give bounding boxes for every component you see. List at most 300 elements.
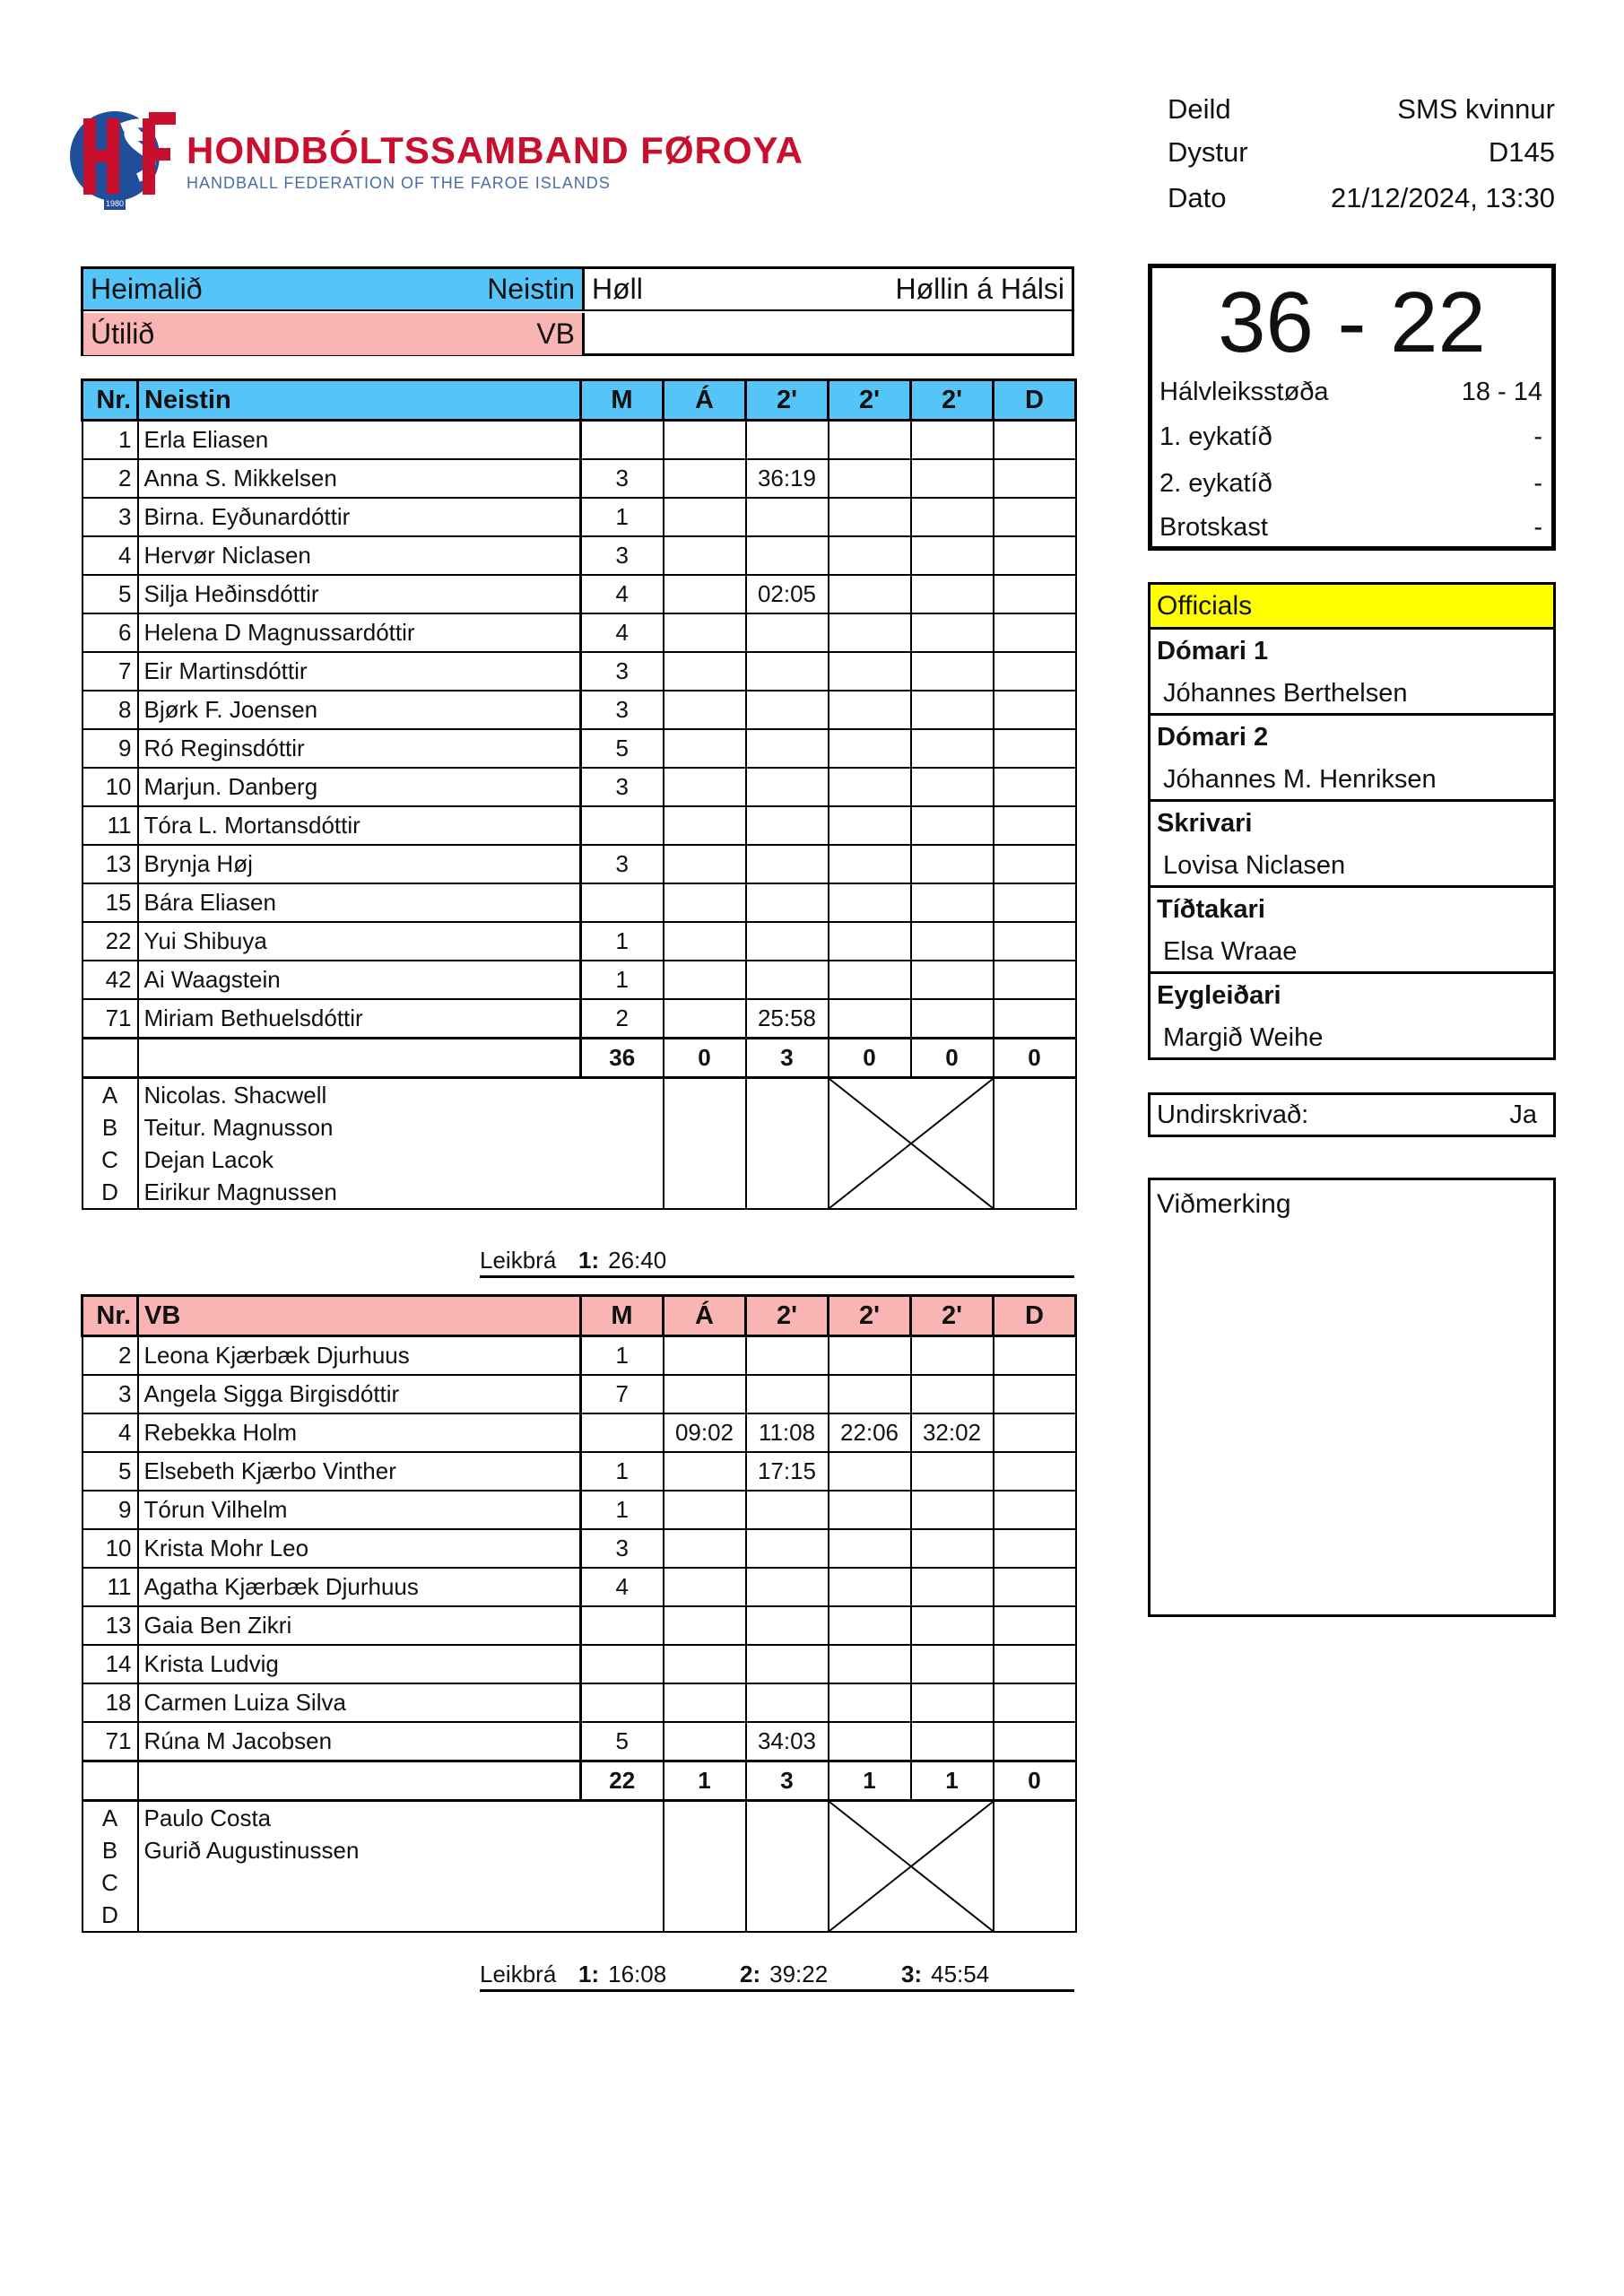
stat-t3 [911, 961, 994, 999]
empty-cell [994, 1801, 1076, 1933]
stat-t1: 34:03 [746, 1722, 829, 1761]
player-name: Agatha Kjærbæk Djurhuus [138, 1568, 581, 1606]
table-row [83, 1606, 1076, 1645]
stat-t2 [829, 961, 911, 999]
stat-t2 [829, 652, 911, 691]
header-col: 2' [746, 1296, 829, 1336]
stat-t1 [746, 1606, 829, 1645]
table-row [83, 1529, 1076, 1568]
score-row-value: - [1533, 422, 1542, 451]
stat-a [664, 691, 746, 729]
info-value: 21/12/2024, 13:30 [1331, 182, 1555, 213]
stat-t3 [911, 1683, 994, 1722]
official-referee-2 [1151, 716, 1553, 802]
official-letter: C [83, 1144, 138, 1176]
header-col: M [581, 1296, 664, 1336]
stat-m: 3 [581, 652, 664, 691]
stat-t3 [911, 999, 994, 1039]
totals-row [83, 1761, 1076, 1801]
stat-m [581, 806, 664, 845]
hsf-emblem-icon [63, 100, 179, 217]
svg-text:1980: 1980 [105, 199, 125, 208]
stat-d [994, 1375, 1076, 1413]
header-col: D [994, 380, 1076, 421]
stat-a [664, 961, 746, 999]
stat-d [994, 999, 1076, 1039]
officials-title: Officials [1151, 585, 1553, 630]
stat-m: 1 [581, 1491, 664, 1529]
totals-empty [83, 1039, 138, 1078]
player-name: Krista Mohr Leo [138, 1529, 581, 1568]
stat-a [664, 1683, 746, 1722]
stat-t1 [746, 961, 829, 999]
score-row-halftime [1159, 378, 1542, 407]
stat-m: 1 [581, 961, 664, 999]
signed-label: Undirskrivað: [1157, 1100, 1309, 1129]
stat-a [664, 498, 746, 536]
total-d: 0 [994, 1039, 1076, 1078]
score-row-label: 2. eykatíð [1159, 469, 1272, 498]
player-number: 15 [83, 883, 138, 922]
stat-a [664, 613, 746, 652]
stat-t2 [829, 498, 911, 536]
stat-m [581, 1683, 664, 1722]
stat-d [994, 1491, 1076, 1529]
score-row-penalties [1159, 513, 1542, 543]
player-number: 42 [83, 961, 138, 999]
player-name: Krista Ludvig [138, 1645, 581, 1683]
table-row [83, 883, 1076, 922]
info-label: Dystur [1168, 136, 1248, 168]
stat-t2 [829, 1568, 911, 1606]
stat-a [664, 999, 746, 1039]
official-name: Dejan Lacok [138, 1144, 581, 1176]
table-row [83, 575, 1076, 613]
official-name: Margið Weihe [1163, 1023, 1324, 1052]
info-label: Deild [1168, 93, 1231, 125]
official-letter: D [83, 1899, 138, 1932]
total-d: 0 [994, 1761, 1076, 1801]
total-m: 36 [581, 1039, 664, 1078]
stat-t3 [911, 922, 994, 961]
player-number: 10 [83, 1529, 138, 1568]
stat-t1 [746, 1336, 829, 1376]
header-nr: Nr. [83, 1296, 138, 1336]
official-name: Teitur. Magnusson [138, 1111, 581, 1144]
stat-t1 [746, 883, 829, 922]
table-row [83, 961, 1076, 999]
player-number: 13 [83, 845, 138, 883]
stat-a [664, 729, 746, 768]
stat-t1 [746, 845, 829, 883]
timeout-time: 39:22 [769, 1961, 829, 1987]
away-players-table [81, 1294, 1077, 1933]
player-number: 14 [83, 1645, 138, 1683]
empty-cell [581, 1078, 664, 1210]
timeout-number: 2: [740, 1961, 761, 1987]
total-t2: 0 [829, 1039, 911, 1078]
stat-d [994, 845, 1076, 883]
table-row [83, 845, 1076, 883]
stat-t3 [911, 613, 994, 652]
stat-t3 [911, 1529, 994, 1568]
player-name: Rúna M Jacobsen [138, 1722, 581, 1761]
player-number: 4 [83, 1413, 138, 1452]
stat-d [994, 575, 1076, 613]
stat-d [994, 1413, 1076, 1452]
player-number: 2 [83, 459, 138, 498]
official-name: Jóhannes M. Henriksen [1163, 765, 1437, 794]
official-name: Nicolas. Shacwell [138, 1078, 581, 1112]
official-scorer [1151, 802, 1553, 888]
timeouts-label: Leikbrá [480, 1247, 557, 1274]
total-t1: 3 [746, 1761, 829, 1801]
home-players-table [81, 378, 1077, 1210]
stat-t2 [829, 883, 911, 922]
table-row [83, 652, 1076, 691]
stat-t3 [911, 806, 994, 845]
stat-t1: 25:58 [746, 999, 829, 1039]
stat-d [994, 729, 1076, 768]
final-score: 36 - 22 [1218, 274, 1486, 370]
player-number: 9 [83, 1491, 138, 1529]
stat-m: 2 [581, 999, 664, 1039]
stat-m: 3 [581, 691, 664, 729]
total-t3: 0 [911, 1039, 994, 1078]
player-name: Brynja Høj [138, 845, 581, 883]
timeout-entry [578, 1247, 666, 1274]
player-number: 3 [83, 498, 138, 536]
player-number: 9 [83, 729, 138, 768]
info-value: D145 [1488, 136, 1555, 168]
table-row [83, 806, 1076, 845]
stat-m [581, 1645, 664, 1683]
stat-t3 [911, 498, 994, 536]
header-col: 2' [829, 380, 911, 421]
official-role: Skrivari [1157, 809, 1253, 838]
table-row [83, 1452, 1076, 1491]
header-col: Á [664, 380, 746, 421]
info-row-date [1168, 182, 1555, 214]
stat-t3 [911, 1452, 994, 1491]
player-number: 18 [83, 1683, 138, 1722]
table-row [83, 1336, 1076, 1376]
player-name: Ró Reginsdóttir [138, 729, 581, 768]
stat-t3 [911, 1722, 994, 1761]
home-timeouts [480, 1245, 1074, 1278]
official-name: Jóhannes Berthelsen [1163, 679, 1408, 708]
stat-t2 [829, 575, 911, 613]
stat-d [994, 1606, 1076, 1645]
stat-a [664, 459, 746, 498]
stat-t3 [911, 459, 994, 498]
stat-t1 [746, 1491, 829, 1529]
stat-m: 4 [581, 1568, 664, 1606]
stat-d [994, 1683, 1076, 1722]
table-row [83, 536, 1076, 575]
stat-a [664, 652, 746, 691]
stat-t1 [746, 1645, 829, 1683]
empty-row [582, 313, 1072, 355]
score-row-value: 18 - 14 [1461, 378, 1542, 406]
score-row-value: - [1533, 469, 1542, 498]
crossed-cell [829, 1801, 994, 1933]
teams-box [81, 266, 1074, 356]
table-row [83, 1645, 1076, 1683]
score-row-extra1 [1159, 422, 1542, 452]
stat-t3 [911, 536, 994, 575]
stat-d [994, 536, 1076, 575]
stat-t1 [746, 729, 829, 768]
stat-d [994, 1722, 1076, 1761]
header-col: 2' [746, 380, 829, 421]
stat-d [994, 613, 1076, 652]
stat-d [994, 459, 1076, 498]
header-col: 2' [911, 1296, 994, 1336]
stat-t2 [829, 1491, 911, 1529]
stat-m [581, 883, 664, 922]
stat-m: 3 [581, 459, 664, 498]
away-label: Útilið [91, 317, 155, 350]
header-col: D [994, 1296, 1076, 1336]
player-number: 22 [83, 922, 138, 961]
table-row [83, 1683, 1076, 1722]
header-nr: Nr. [83, 380, 138, 421]
stat-a [664, 1529, 746, 1568]
stat-d [994, 1336, 1076, 1376]
stat-a [664, 1568, 746, 1606]
stat-t1: 36:19 [746, 459, 829, 498]
player-name: Silja Heðinsdóttir [138, 575, 581, 613]
info-row-match [1168, 136, 1555, 169]
score-row-value: - [1533, 513, 1542, 542]
stat-t2 [829, 459, 911, 498]
timeout-number: 3: [901, 1961, 923, 1987]
timeout-entry [578, 1961, 666, 1988]
header-team: Neistin [138, 380, 581, 421]
table-header [83, 1296, 1076, 1336]
stat-t3 [911, 575, 994, 613]
player-name: Elsebeth Kjærbo Vinther [138, 1452, 581, 1491]
stat-t2 [829, 1336, 911, 1376]
player-number: 4 [83, 536, 138, 575]
stat-a [664, 1336, 746, 1376]
info-value: SMS kvinnur [1397, 93, 1555, 125]
player-name: Marjun. Danberg [138, 768, 581, 806]
timeout-entry [901, 1961, 989, 1988]
stat-t2 [829, 1645, 911, 1683]
table-row [83, 1413, 1076, 1452]
totals-empty [138, 1039, 581, 1078]
totals-empty [83, 1761, 138, 1801]
table-row [83, 613, 1076, 652]
official-name: Gurið Augustinussen [138, 1834, 581, 1866]
stat-d [994, 1568, 1076, 1606]
stat-a [664, 1452, 746, 1491]
player-name: Angela Sigga Birgisdóttir [138, 1375, 581, 1413]
stat-t1 [746, 922, 829, 961]
stat-d [994, 1452, 1076, 1491]
team-official-row [83, 1801, 1076, 1835]
table-row [83, 1491, 1076, 1529]
stat-m: 4 [581, 613, 664, 652]
stat-m: 3 [581, 768, 664, 806]
stat-a [664, 1491, 746, 1529]
stat-a [664, 845, 746, 883]
stat-t3 [911, 1568, 994, 1606]
stat-a [664, 806, 746, 845]
official-role: Dómari 1 [1157, 637, 1269, 665]
stat-m: 7 [581, 1375, 664, 1413]
official-role: Dómari 2 [1157, 723, 1269, 752]
timeout-time: 45:54 [931, 1961, 990, 1987]
total-m: 22 [581, 1761, 664, 1801]
remarks-label: Viðmerking [1157, 1189, 1291, 1219]
official-timekeeper [1151, 888, 1553, 974]
stat-t1 [746, 1375, 829, 1413]
stat-d [994, 652, 1076, 691]
total-a: 0 [664, 1039, 746, 1078]
stat-t1 [746, 806, 829, 845]
player-number: 10 [83, 768, 138, 806]
stat-t2 [829, 768, 911, 806]
empty-cell [664, 1801, 746, 1933]
official-name: Elsa Wraae [1163, 937, 1298, 966]
table-row [83, 498, 1076, 536]
stat-t3 [911, 883, 994, 922]
totals-empty [138, 1761, 581, 1801]
stat-t2 [829, 1529, 911, 1568]
stat-t2 [829, 729, 911, 768]
player-name: Rebekka Holm [138, 1413, 581, 1452]
header-team: VB [138, 1296, 581, 1336]
stat-m: 1 [581, 922, 664, 961]
official-letter: B [83, 1834, 138, 1866]
stat-a [664, 575, 746, 613]
player-name: Bára Eliasen [138, 883, 581, 922]
stat-t2 [829, 922, 911, 961]
table-header [83, 380, 1076, 421]
player-name: Tóra L. Mortansdóttir [138, 806, 581, 845]
player-name: Bjørk F. Joensen [138, 691, 581, 729]
timeout-number: 1: [578, 1247, 600, 1274]
score-box [1148, 264, 1556, 551]
official-letter: D [83, 1176, 138, 1209]
stat-a [664, 1375, 746, 1413]
empty-cell [581, 1801, 664, 1933]
info-row-division [1168, 93, 1555, 126]
player-name: Birna. Eyðunardóttir [138, 498, 581, 536]
stat-t1 [746, 498, 829, 536]
stat-d [994, 768, 1076, 806]
totals-row [83, 1039, 1076, 1078]
signed-value: Ja [1509, 1100, 1537, 1129]
stat-t2 [829, 613, 911, 652]
stat-t1: 02:05 [746, 575, 829, 613]
stat-t2 [829, 806, 911, 845]
player-name: Anna S. Mikkelsen [138, 459, 581, 498]
stat-a [664, 421, 746, 460]
official-name: Lovisa Niclasen [1163, 851, 1346, 880]
stat-d [994, 883, 1076, 922]
stat-t2 [829, 421, 911, 460]
player-number: 71 [83, 999, 138, 1039]
crossed-cell [829, 1078, 994, 1210]
stat-t3 [911, 845, 994, 883]
player-number: 11 [83, 1568, 138, 1606]
home-team-row [83, 269, 582, 311]
stat-d [994, 961, 1076, 999]
table-row [83, 691, 1076, 729]
stat-t2: 22:06 [829, 1413, 911, 1452]
score-row-label: Hálvleiksstøða [1159, 378, 1329, 406]
timeout-time: 26:40 [608, 1247, 667, 1274]
timeout-number: 1: [578, 1961, 600, 1987]
stat-t3 [911, 1375, 994, 1413]
stat-d [994, 421, 1076, 460]
stat-t1 [746, 768, 829, 806]
header-col: 2' [829, 1296, 911, 1336]
home-team-name: Neistin [487, 273, 575, 305]
player-number: 7 [83, 652, 138, 691]
stat-m: 3 [581, 536, 664, 575]
venue-label: Høll [592, 273, 643, 305]
stat-m: 5 [581, 1722, 664, 1761]
stat-a [664, 1645, 746, 1683]
stat-a [664, 922, 746, 961]
official-referee-1 [1151, 630, 1553, 716]
score-row-label: 1. eykatíð [1159, 422, 1272, 451]
empty-cell [994, 1078, 1076, 1210]
stat-t1 [746, 536, 829, 575]
stat-m: 4 [581, 575, 664, 613]
stat-d [994, 922, 1076, 961]
player-name: Eir Martinsdóttir [138, 652, 581, 691]
stat-t3 [911, 768, 994, 806]
total-t2: 1 [829, 1761, 911, 1801]
player-name: Ai Waagstein [138, 961, 581, 999]
stat-m [581, 1606, 664, 1645]
total-t1: 3 [746, 1039, 829, 1078]
official-name [138, 1899, 581, 1932]
player-number: 71 [83, 1722, 138, 1761]
total-t3: 1 [911, 1761, 994, 1801]
away-team-row [83, 313, 582, 355]
player-number: 11 [83, 806, 138, 845]
venue-name: Høllin á Hálsi [895, 273, 1064, 305]
stat-t3 [911, 652, 994, 691]
stat-t3 [911, 1645, 994, 1683]
table-row [83, 1568, 1076, 1606]
venue-row [582, 269, 1072, 311]
table-row [83, 421, 1076, 460]
stat-m: 1 [581, 1336, 664, 1376]
table-row [83, 1722, 1076, 1761]
stat-m: 1 [581, 1452, 664, 1491]
player-name: Yui Shibuya [138, 922, 581, 961]
stat-t2 [829, 1452, 911, 1491]
stat-t1 [746, 1683, 829, 1722]
remarks-box [1148, 1178, 1556, 1617]
player-number: 2 [83, 1336, 138, 1376]
cross-icon [829, 1802, 993, 1931]
stat-d [994, 1529, 1076, 1568]
stat-t1: 11:08 [746, 1413, 829, 1452]
stat-a [664, 1722, 746, 1761]
stat-m [581, 421, 664, 460]
stat-t3 [911, 729, 994, 768]
stat-t2 [829, 845, 911, 883]
